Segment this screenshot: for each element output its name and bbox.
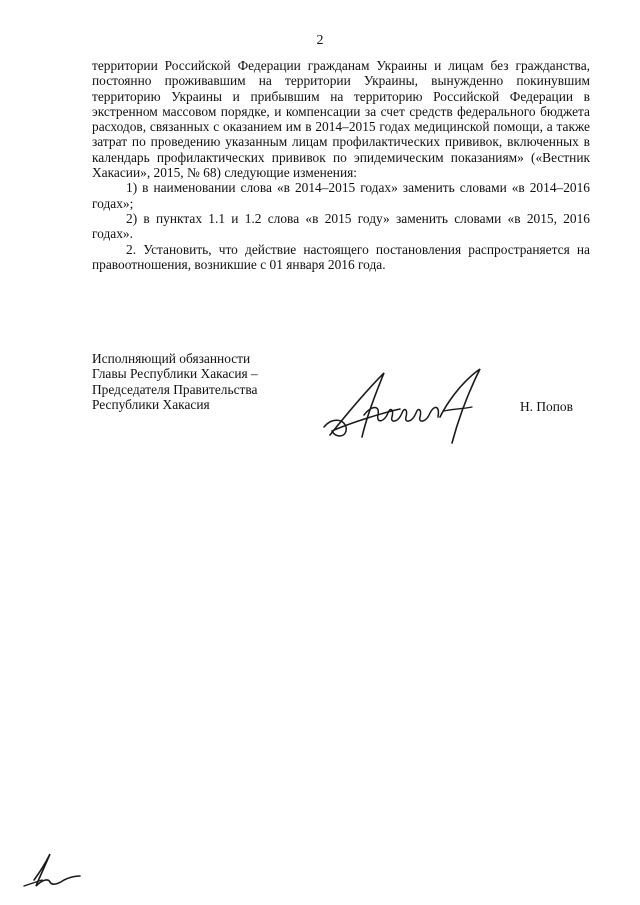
signer-name: Н. Попов xyxy=(520,399,573,414)
document-body xyxy=(92,58,590,272)
handwritten-signature xyxy=(322,365,487,445)
signatory-title-line: Председателя Правительства xyxy=(92,381,258,397)
paragraph-amendment-item-1: 1) в наименовании слова «в 2014–2015 годах» заменить словами «в 2014–2016 годах»; xyxy=(92,180,590,211)
signatory-title-block xyxy=(92,351,258,412)
paragraph-amendment-item-2: 2) в пунктах 1.1 и 1.2 слова «в 2015 году» заменить словами «в 2015, 2016 годах». xyxy=(92,210,590,242)
paragraph-effective-date: 2. Установить, что действие настоящего постановления распространяется на правоотношения, возникшие с 01 января 2016 года. xyxy=(92,241,590,272)
paragraph-amendment-intro: территории Российской Федерации гражданам Украины и лицам без гражданства, постоянно проживавшим на территории Украины, вынужденно покинувшим территорию Украины и прибывшим на территорию Российской Федерации в экстренном массовом порядке, и компенсации за счет средств федерального бюджета расходов, связанных с оказанием им в 2014–2015 годах медицинской помощи, а также затрат по проведению указанным лицам профилактических прививок, включенных в календарь профилактических прививок по эпидемическим показаниям» («Вестник Хакасии», 2015, № 68) следующие изменения: xyxy=(92,58,590,181)
page-number: 2 xyxy=(316,33,324,48)
signatory-title-line: Исполняющий обязанности xyxy=(92,351,251,366)
signatory-title-line: Главы Республики Хакасия – xyxy=(92,366,258,382)
handwritten-initial-mark xyxy=(20,850,82,890)
signatory-title-line: Республики Хакасия xyxy=(92,396,210,412)
